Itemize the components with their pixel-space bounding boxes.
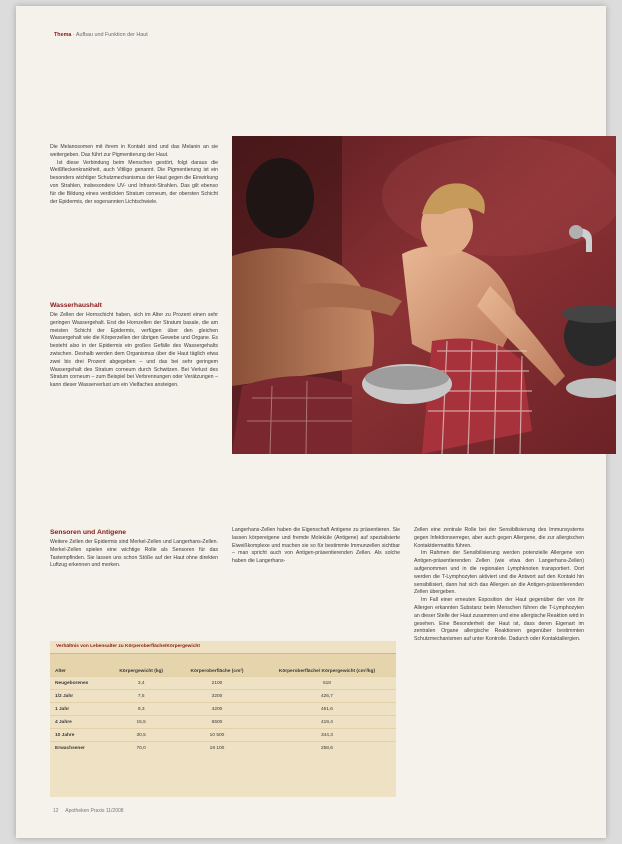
page-number: 12 [53, 808, 59, 814]
cell: 10 500 [176, 729, 258, 742]
table-row [50, 690, 396, 703]
paragraph: Im Rahmen der Sensibilisierung werden potenzielle Allergene von Antigen-präsentierenden Zellen (wie etwa den Langerhans-Zellen) aufgenommen und in die regionalen Lymphknoten transportiert. Dort werden die T-Lymphozyten aktiviert und die Antwort auf den Kontakt hin sensibilisiert, dann hat sich das Allergen an die Antigen-präsentierenden Zellen übergeben. [414, 550, 584, 596]
header-section: Thema [54, 32, 72, 38]
cell: 4200 [176, 703, 258, 716]
column-sensoren [50, 539, 218, 570]
cell: 30,5 [106, 729, 176, 742]
age-table [50, 654, 396, 754]
paragraph: Weitere Zellen der Epidermis sind Merkel-Zellen und Langerhans-Zellen. Merkel-Zellen spielen eine wichtige Rolle als Sensoren für das Tastempfinden. Sie lassen uns schon Stöße auf der Haut ohne direkten Luftzug erkennen und merken. [50, 539, 218, 569]
cell: 2100 [176, 677, 258, 690]
paragraph: Zellen eine zentrale Rolle bei der Sensibilisierung des Immunsystems gegen Infektionserreger, aber auch gegen Allergene, die zur allergischen Kontaktdermatitis führen. [414, 527, 584, 549]
age-table-box [50, 641, 396, 797]
table-header-row [50, 654, 396, 677]
running-header: Thema · Aufbau und Funktion der Haut [54, 32, 148, 38]
cell: 7,5 [106, 690, 176, 703]
cell: 618 [258, 677, 396, 690]
cell: 419,4 [258, 716, 396, 729]
cell: 426,7 [258, 690, 396, 703]
cell: 18 100 [176, 742, 258, 755]
table-row [50, 677, 396, 690]
cell: 70,0 [106, 742, 176, 755]
cell: 10 Jahre [50, 729, 106, 742]
table-row [50, 729, 396, 742]
column-middle [232, 527, 400, 566]
column-wasserhaushalt [50, 312, 218, 390]
table-row [50, 716, 396, 729]
paragraph: Langerhans-Zellen haben die Eigenschaft Antigene zu präsentieren. Sie lassen körpereigene und fremde Moleküle (Antigene) auf spezialisierte Eiweißkomplexe und machen sie so für bestimmte Immunzellen sichtbar – man spricht auch von Antigen-präsentierenden Zellen. Als solche haben die Langerhans- [232, 527, 400, 565]
cell: Neugeborenes [50, 677, 106, 690]
table-row [50, 703, 396, 716]
col-header: Körpergewicht (kg) [106, 654, 176, 677]
magazine-page [16, 6, 606, 838]
cell: 258,6 [258, 742, 396, 755]
table-title: Verhältnis von Lebensalter zu Körperoberfläche/Körpergewicht [50, 641, 396, 654]
header-title: Aufbau und Funktion der Haut [75, 32, 148, 38]
paragraph: Die Zellen der Hornschicht haben, sich im Alter zu Prozent einen sehr geringen Wassergehalt. Erst die Hornzellen der Stratum basale, die am meisten Schicht der Epidermis, verfügen über den gleichen Wassergehalt wie die Körperzellen der übrigen Gewebe und Organe. Es besteht also in der Epidermis ein großes Gefälle des Wassergehalts zwischen. Deshalb werden dem Organismus über die Haut täglich etwa zwei bis drei Prozent abgegeben – und das bei sehr geringem Wassergehalt des Stratum corneum durch Schwitzen. Bei Verlust des Stratum corneum – zum Beispiel bei Verbrennungen oder Verätzungen – kann dieser Wasserverlust um ein Vielfaches ansteigen. [50, 312, 218, 389]
paragraph: Ist diese Verbindung beim Menschen gestört, folgt daraus die Weißfleckenkrankheit, auch Vitiligo genannt. Die Pigmentierung ist ein besonders wichtiger Schutzmechanismus der Haut gegen die Einwirkung von Strahlen, insbesondere UV- und Infrarot-Strahlen. Das gilt ebenso für die Bildung eines verdickten Stratum corneum, der obersten Schicht der Epidermis, der sogenannten Lichtschwiele. [50, 159, 218, 205]
spa-photo [232, 136, 616, 454]
paragraph: Die Melanosomen mit ihrem in Kontakt sind und das Melanin an sie weitergeben. Das führt zur Pigmentierung der Haut. [50, 144, 218, 158]
cell: 15,5 [106, 716, 176, 729]
paragraph: Im Fall einer erneuten Exposition der Haut gegenüber der von ihr Allergen erkannten Substanz beim Menschen führen die T-Lymphozyten an dieser Stelle der Haut zusammen und eine allergische Reaktion wird in gesehen. Eine Besonderheit der Haut ist, dass deren Eigenart im zentralen Organe allergische Reaktionen gegenüber bestimmten Schutzmechanismen auf unter Kontrolle. Dadurch oder Kontaktallergien. [414, 597, 584, 643]
col-header: Alter [50, 654, 106, 677]
spa-photo-illustration [232, 136, 616, 454]
publication-name: Apotheken Praxis 11/2008 [65, 808, 124, 814]
cell: 344,3 [258, 729, 396, 742]
cell: 6500 [176, 716, 258, 729]
cell: 451,6 [258, 703, 396, 716]
cell: 1 Jahr [50, 703, 106, 716]
cell: 9,3 [106, 703, 176, 716]
page-footer [53, 808, 124, 814]
table-row [50, 742, 396, 755]
cell: 4 Jahre [50, 716, 106, 729]
cell: 3200 [176, 690, 258, 703]
cell: 3,4 [106, 677, 176, 690]
column-intro [50, 144, 218, 206]
col-header: Körperoberfläche/ Körpergewicht (cm²/kg) [258, 654, 396, 677]
cell: 1/2 Jahr [50, 690, 106, 703]
heading-wasserhaushalt: Wasserhaushalt [50, 302, 102, 309]
cell: Erwachsener [50, 742, 106, 755]
column-right [414, 527, 584, 644]
heading-sensoren: Sensoren und Antigene [50, 529, 127, 536]
col-header: Körperoberfläche (cm²) [176, 654, 258, 677]
